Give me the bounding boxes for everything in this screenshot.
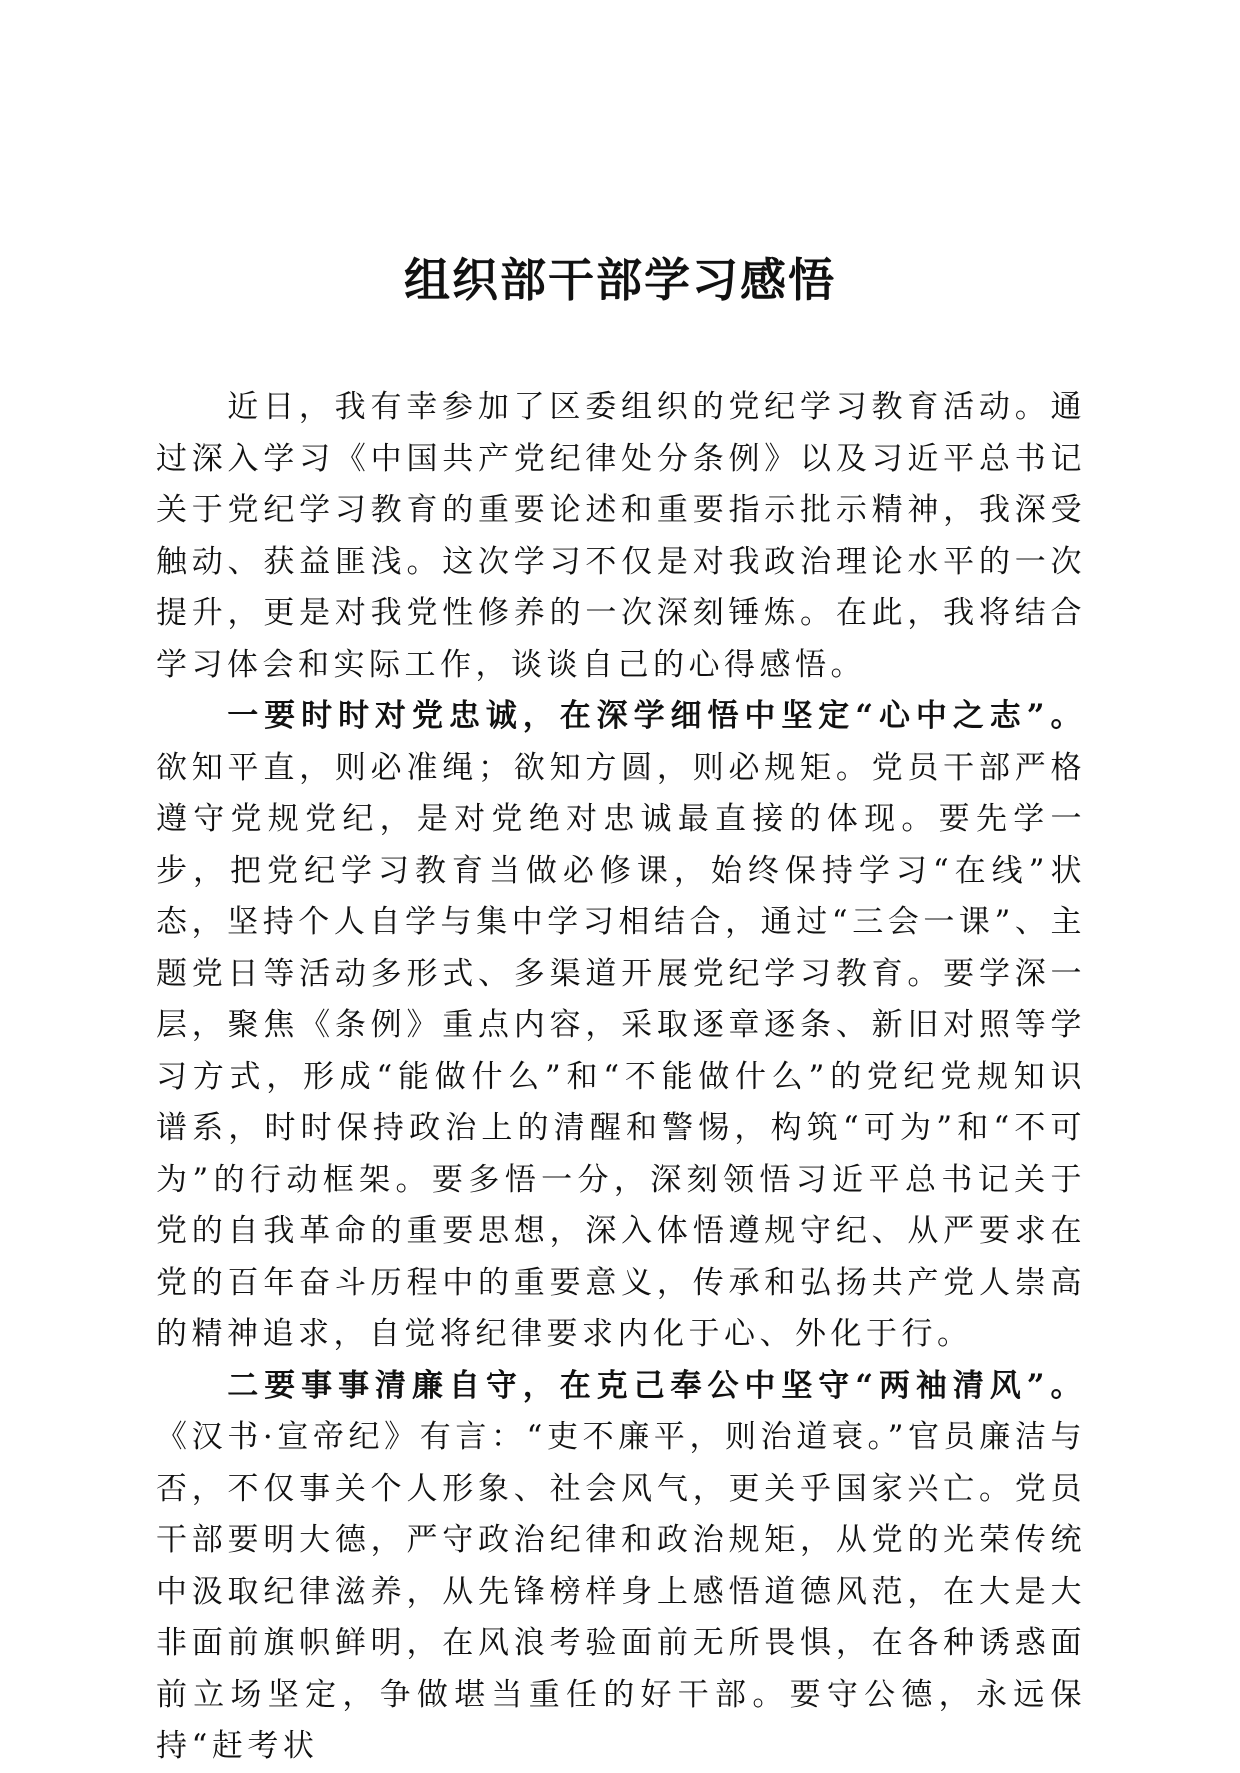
paragraph-intro-text: 近日，我有幸参加了区委组织的党纪学习教育活动。通过深入学习《中国共产党纪律处分条例》以及习近平总书记关于党纪学习教育的重要论述和重要指示批示精神，我深受触动、获益匪浅。这次学习不仅是对我政治理论水平的一次提升，更是对我党性修养的一次深刻锤炼。在此，我将结合学习体会和实际工作，谈谈自己的心得感悟。 xyxy=(156,389,1086,683)
document-title: 组织部干部学习感悟 xyxy=(404,253,836,307)
paragraph-point-one-text: 欲知平直，则必准绳；欲知方圆，则必规矩。党员干部严格遵守党规党纪，是对党绝对忠诚最直接的体现。要先学一步，把党纪学习教育当做必修课，始终保持学习“在线”状态，坚持个人自学与集中学习相结合，通过“三会一课”、主题党日等活动多形式、多渠道开展党纪学习教育。要学深一层，聚焦《条例》重点内容，采取逐章逐条、新旧对照等学习方式，形成“能做什么”和“不能做什么”的党纪党规知识谱系，时时保持政治上的清醒和警惕，构筑“可为”和“不可为”的行动框架。要多悟一分，深刻领悟习近平总书记关于党的自我革命的重要思想，深入体悟遵规守纪、从严要求在党的百年奋斗历程中的重要意义，传承和弘扬共产党人崇高的精神追求，自觉将纪律要求内化于心、外化于行。 xyxy=(156,749,1086,1352)
paragraph-intro xyxy=(156,382,1086,691)
paragraph-point-two-text: 《汉书·宣帝纪》有言：“吏不廉平，则治道衰。”官员廉洁与否，不仅事关个人形象、社会风气，更关乎国家兴亡。党员干部要明大德，严守政治纪律和政治规矩，从党的光荣传统中汲取纪律滋养，从先锋榜样身上感悟道德风范，在大是大非面前旗帜鲜明，在风浪考验面前无所畏惧，在各种诱惑面前立场坚定，争做堪当重任的好干部。要守公德，永远保持“赶考状 xyxy=(156,1419,1086,1764)
paragraph-point-two xyxy=(156,1361,1086,1773)
paragraph-point-one-heading: 一要时时对党忠诚，在深学细悟中坚定“心中之志”。 xyxy=(227,698,1086,734)
paragraph-point-two-heading: 二要事事清廉自守，在克己奉公中坚守“两袖清风”。 xyxy=(227,1367,1086,1404)
document-body xyxy=(156,382,1086,1773)
paragraph-point-one xyxy=(156,691,1086,1361)
